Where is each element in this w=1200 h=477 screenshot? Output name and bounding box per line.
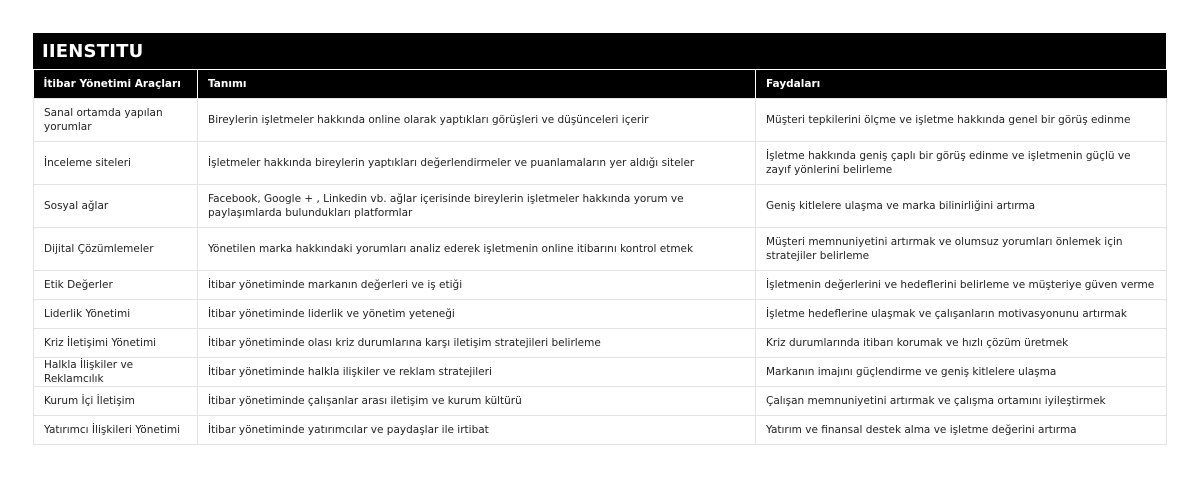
cell-tool: İnceleme siteleri (34, 142, 198, 185)
cell-tool: Dijital Çözümlemeler (34, 228, 198, 271)
cell-definition: Bireylerin işletmeler hakkında online olarak yaptıkları görüşleri ve düşünceleri içerir (198, 99, 756, 142)
cell-benefits: Yatırım ve finansal destek alma ve işletme değerini artırma (756, 416, 1167, 445)
cell-tool: Kriz İletişimi Yönetimi (34, 329, 198, 358)
cell-tool: Etik Değerler (34, 271, 198, 300)
table-row (34, 358, 1167, 387)
cell-benefits: İşletme hakkında geniş çaplı bir görüş edinme ve işletmenin güçlü ve zayıf yönlerini belirleme (756, 142, 1167, 185)
comparison-table (33, 33, 1166, 445)
cell-definition: Facebook, Google + , Linkedin vb. ağlar içerisinde bireylerin işletmeler hakkında yorum ve paylaşımlarda bulundukları platformlar (198, 185, 756, 228)
table-row (34, 99, 1167, 142)
cell-benefits: Çalışan memnuniyetini artırmak ve çalışma ortamını iyileştirmek (756, 387, 1167, 416)
column-header-tool: İtibar Yönetimi Araçları (34, 70, 198, 99)
cell-definition: İşletmeler hakkında bireylerin yaptıkları değerlendirmeler ve puanlamaların yer aldığı siteler (198, 142, 756, 185)
cell-definition: İtibar yönetiminde yatırımcılar ve paydaşlar ile irtibat (198, 416, 756, 445)
table-header-row (34, 70, 1167, 99)
data-table (33, 69, 1167, 445)
table-row (34, 271, 1167, 300)
table-row (34, 300, 1167, 329)
cell-benefits: Geniş kitlelere ulaşma ve marka bilinirliğini artırma (756, 185, 1167, 228)
cell-tool: Sanal ortamda yapılan yorumlar (34, 99, 198, 142)
table-row (34, 185, 1167, 228)
column-header-benefits: Faydaları (756, 70, 1167, 99)
cell-definition: İtibar yönetiminde çalışanlar arası iletişim ve kurum kültürü (198, 387, 756, 416)
cell-definition: Yönetilen marka hakkındaki yorumları analiz ederek işletmenin online itibarını kontrol etmek (198, 228, 756, 271)
cell-tool: Kurum İçi İletişim (34, 387, 198, 416)
column-header-definition: Tanımı (198, 70, 756, 99)
table-row (34, 416, 1167, 445)
cell-tool: Liderlik Yönetimi (34, 300, 198, 329)
cell-tool: Yatırımcı İlişkileri Yönetimi (34, 416, 198, 445)
cell-definition: İtibar yönetiminde markanın değerleri ve iş etiği (198, 271, 756, 300)
cell-benefits: Müşteri memnuniyetini artırmak ve olumsuz yorumları önlemek için stratejiler belirleme (756, 228, 1167, 271)
table-row (34, 387, 1167, 416)
table-row (34, 142, 1167, 185)
brand-title: IIENSTITU (42, 40, 144, 62)
brand-header (33, 33, 1166, 69)
cell-benefits: İşletmenin değerlerini ve hedeflerini belirleme ve müşteriye güven verme (756, 271, 1167, 300)
cell-tool: Halkla İlişkiler ve Reklamcılık (34, 358, 198, 387)
cell-definition: İtibar yönetiminde liderlik ve yönetim yeteneği (198, 300, 756, 329)
cell-benefits: Kriz durumlarında itibarı korumak ve hızlı çözüm üretmek (756, 329, 1167, 358)
table-row (34, 228, 1167, 271)
cell-benefits: Markanın imajını güçlendirme ve geniş kitlelere ulaşma (756, 358, 1167, 387)
table-row (34, 329, 1167, 358)
cell-definition: İtibar yönetiminde olası kriz durumlarına karşı iletişim stratejileri belirleme (198, 329, 756, 358)
cell-benefits: İşletme hedeflerine ulaşmak ve çalışanların motivasyonunu artırmak (756, 300, 1167, 329)
cell-tool: Sosyal ağlar (34, 185, 198, 228)
cell-definition: İtibar yönetiminde halkla ilişkiler ve reklam stratejileri (198, 358, 756, 387)
cell-benefits: Müşteri tepkilerini ölçme ve işletme hakkında genel bir görüş edinme (756, 99, 1167, 142)
